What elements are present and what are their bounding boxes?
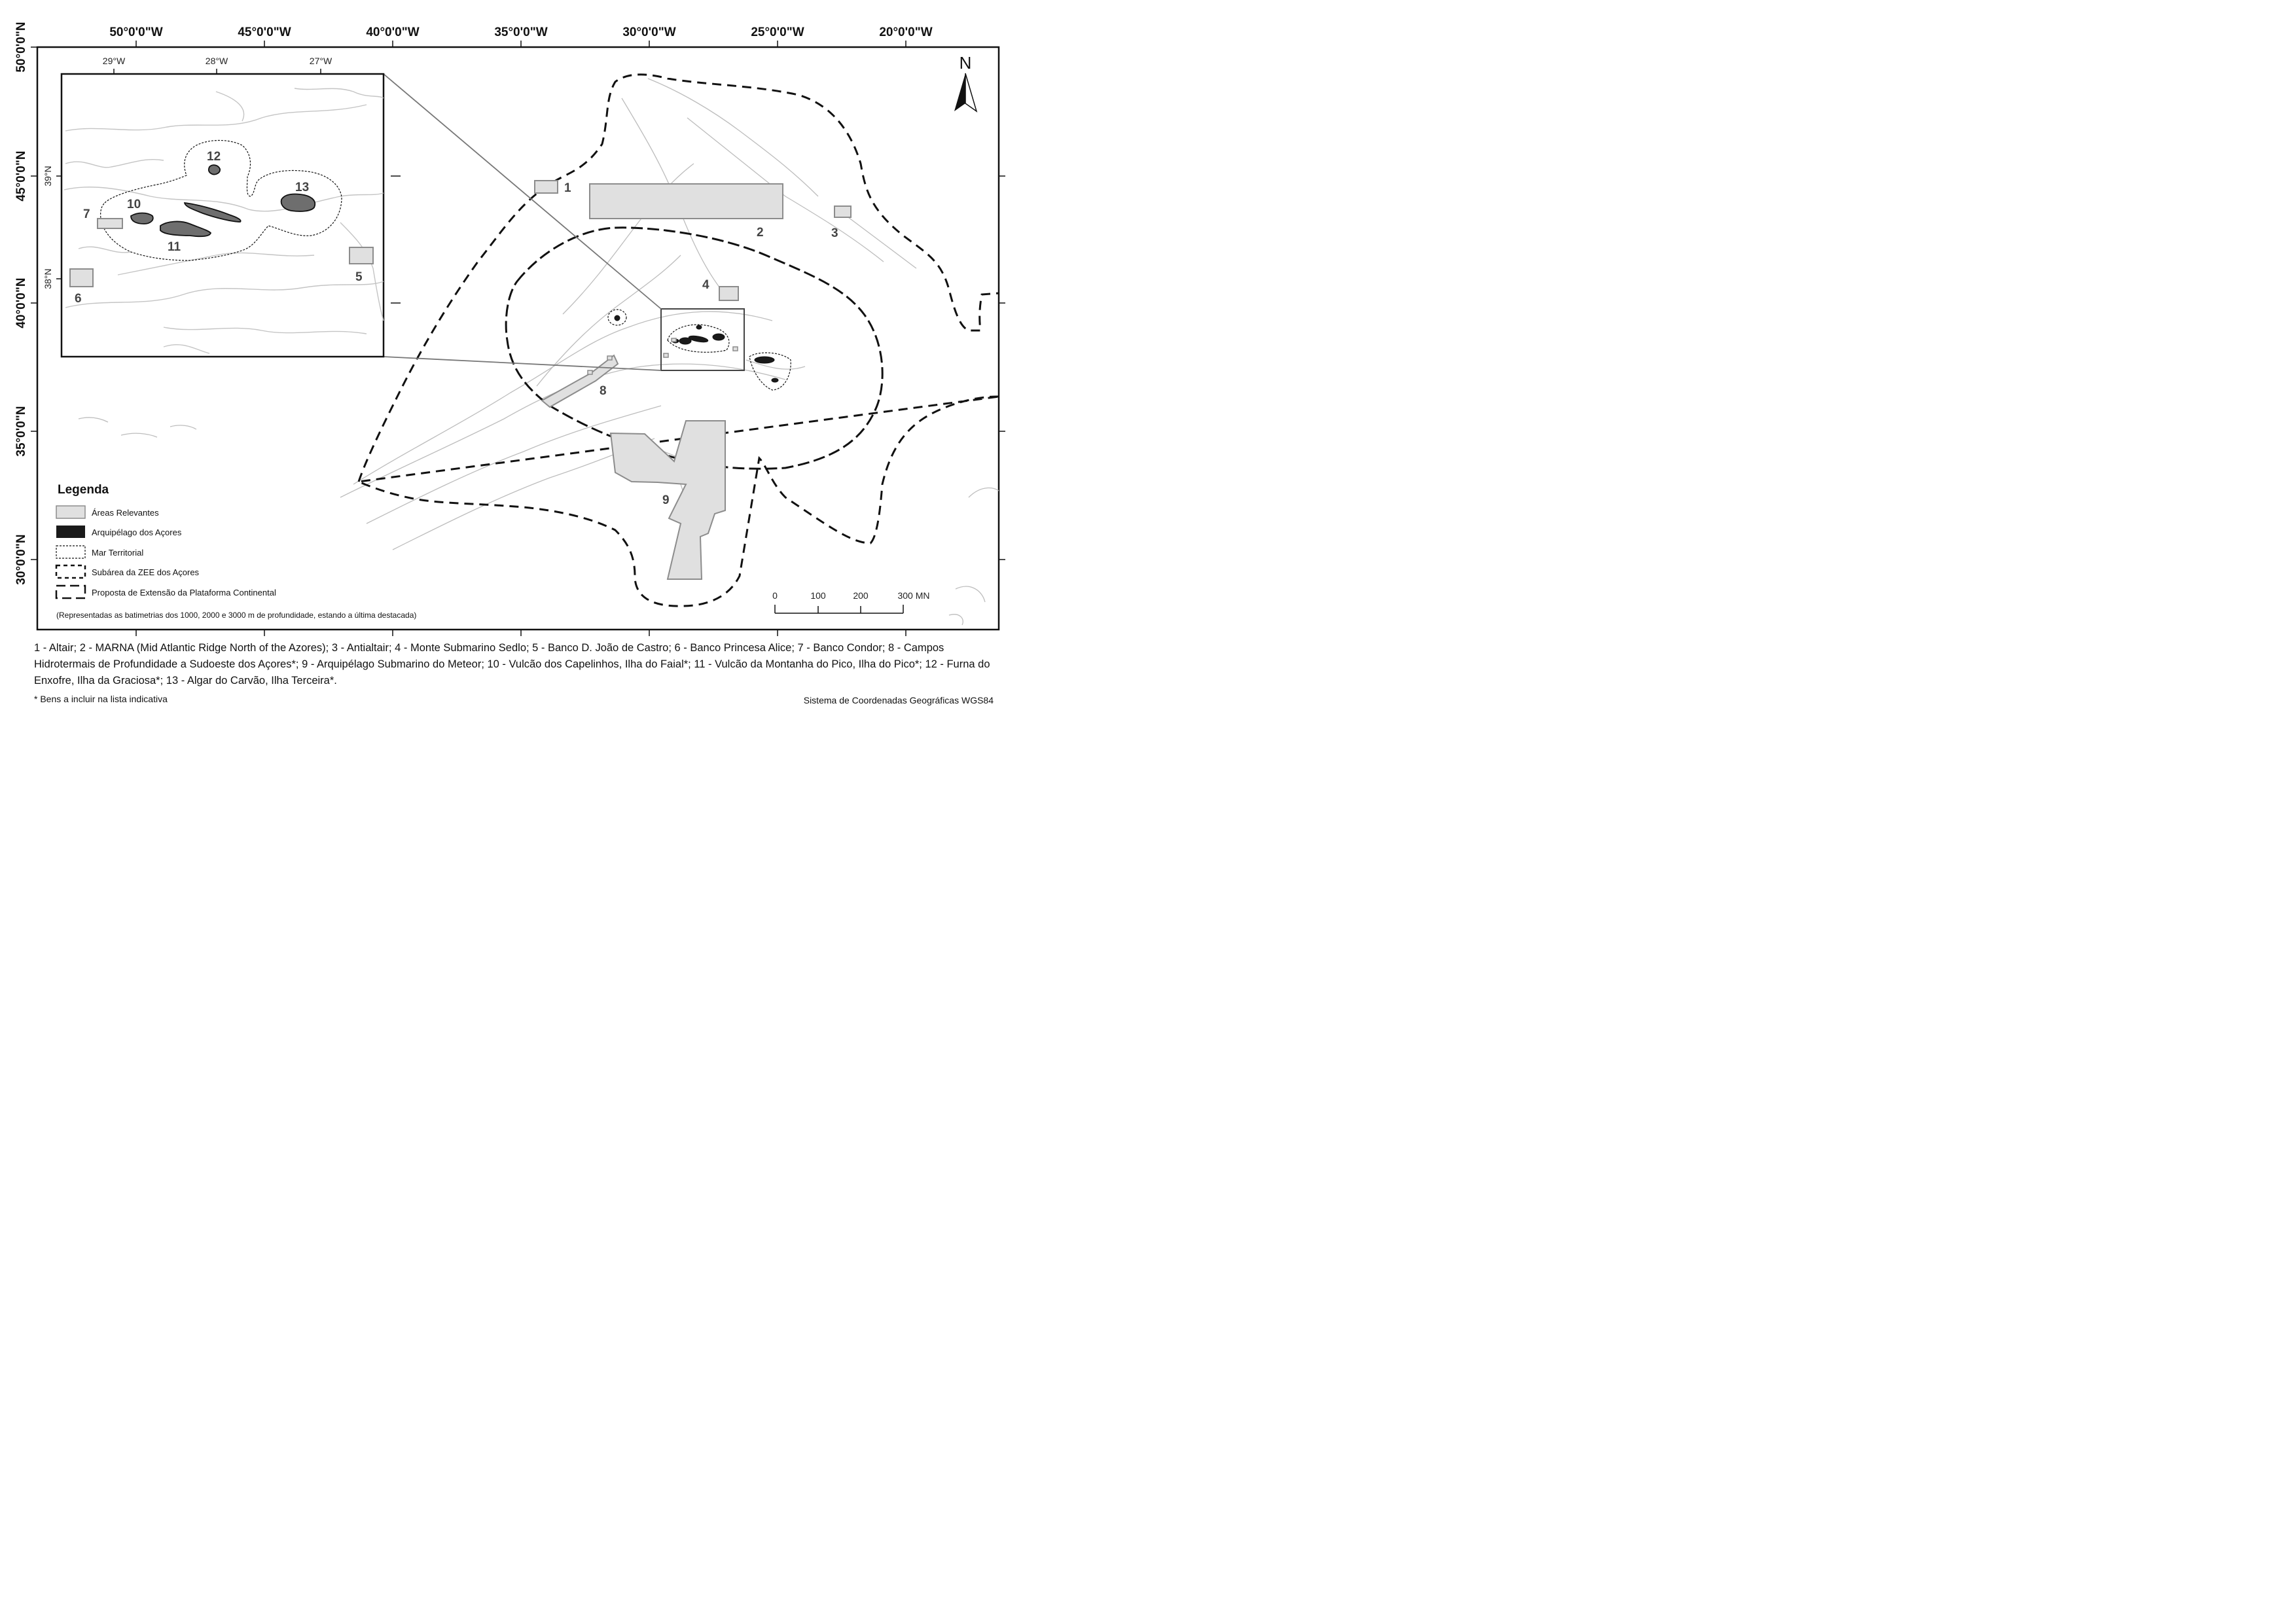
inset-map	[43, 56, 384, 357]
inset-label-7: 7	[83, 207, 90, 221]
lat-label-50n: 50°0'0"N	[14, 22, 28, 73]
area-label-2: 2	[757, 226, 764, 240]
lon-label-30w: 30°0'0"W	[622, 26, 676, 39]
legend-item-relevant-areas: Áreas Relevantes	[92, 508, 159, 518]
scale-label-200: 200	[853, 590, 869, 601]
area-label-4: 4	[702, 278, 709, 292]
lon-label-20w: 20°0'0"W	[879, 26, 933, 39]
legend-bathymetry-note: (Representadas as batimetrias dos 1000, 2000 e 3000 m de profundidade, estando a última destacada)	[56, 611, 417, 620]
scale-label-0: 0	[772, 590, 778, 601]
island-graciosa	[209, 165, 220, 174]
lat-label-35n: 35°0'0"N	[14, 406, 28, 457]
lon-label-25w: 25°0'0"W	[751, 26, 804, 39]
inset-lon-27w: 27°W	[309, 56, 332, 66]
area-label-3: 3	[831, 226, 838, 240]
asterisk-note: * Bens a incluir na lista indicativa	[34, 694, 168, 704]
area-4-sedlo	[719, 287, 738, 300]
inset-area-6-princesa-alice	[70, 269, 93, 287]
legend-title: Legenda	[58, 483, 109, 497]
coordinate-system-note: Sistema de Coordenadas Geográficas WGS84	[803, 695, 994, 705]
north-arrow-label: N	[959, 53, 972, 73]
lon-label-35w: 35°0'0"W	[494, 26, 548, 39]
lon-label-45w: 45°0'0"W	[238, 26, 291, 39]
inset-area-5-joao-castro	[350, 247, 373, 264]
scale-label-100: 100	[810, 590, 826, 601]
area-3-antialtair	[834, 206, 851, 217]
inset-lat-39n: 39°N	[43, 166, 53, 187]
legend-item-eez: Subárea da ZEE dos Açores	[92, 567, 200, 577]
inset-label-13: 13	[295, 181, 310, 194]
area-label-9: 9	[662, 493, 670, 507]
area-label-8: 8	[600, 384, 607, 398]
lat-label-45n: 45°0'0"N	[14, 151, 28, 202]
lon-label-50w: 50°0'0"W	[109, 26, 163, 39]
inset-lon-29w: 29°W	[102, 56, 126, 66]
lat-label-30n: 30°0'0"N	[14, 534, 28, 585]
inset-lon-28w: 28°W	[205, 56, 228, 66]
legend-swatch-archipelago	[56, 526, 85, 538]
legend-item-territorial-sea: Mar Territorial	[92, 548, 144, 558]
area-2-marna	[590, 184, 783, 219]
scale-label-300: 300 MN	[897, 590, 930, 601]
inset-label-5: 5	[355, 270, 363, 284]
legend-item-shelf-extension: Proposta de Extensão da Plataforma Continental	[92, 588, 276, 597]
island-terceira	[281, 194, 315, 211]
legend-item-archipelago: Arquipélago dos Açores	[92, 527, 182, 537]
inset-label-11: 11	[168, 240, 181, 254]
inset-lat-38n: 38°N	[43, 268, 53, 289]
lat-label-40n: 40°0'0"N	[14, 277, 28, 329]
area-label-1: 1	[564, 181, 571, 195]
island-faial	[131, 213, 153, 224]
lon-label-40w: 40°0'0"W	[366, 26, 420, 39]
inset-label-6: 6	[75, 292, 82, 306]
inset-label-10: 10	[127, 198, 141, 211]
legend-swatch-relevant-areas	[56, 506, 85, 518]
figure-caption: 1 - Altair; 2 - MARNA (Mid Atlantic Ridge North of the Azores); 3 - Antialtair; 4 - Monte Submarino Sedlo; 5 - Banco D. João de Castro; 6 - Banco Princesa Alice; 7 - Banco Condor; 8 - Campos Hidrotermais de Profundidade a Sudoeste dos Açores*; 9 - Arquipélago Submarino do Meteor; 10 - Vulcão dos Capelinhos, Ilha do Faial*; 11 - Vulcão da Montanha do Pico, Ilha do Pico*; 12 - Furna do Enxofre, Ilha da Graciosa*; 13 - Algar do Carvão, Ilha Terceira*.	[34, 642, 990, 687]
area-1-altair	[535, 181, 558, 193]
inset-area-7-condor	[98, 219, 122, 228]
inset-label-12: 12	[207, 150, 221, 164]
azores-map	[0, 0, 1016, 719]
